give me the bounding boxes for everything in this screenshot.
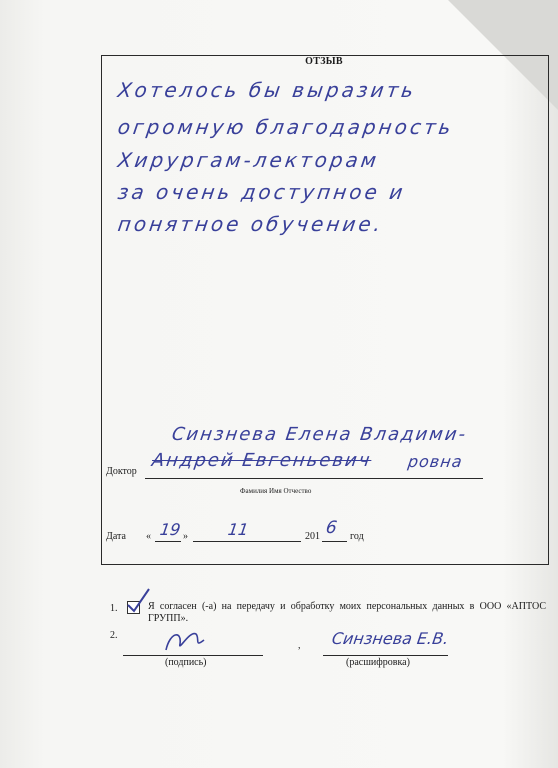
date-day-handwritten: 19 — [158, 520, 182, 539]
month-underline — [193, 541, 301, 542]
decoding-caption: (расшифровка) — [346, 657, 410, 668]
review-line-5: понятное обучение. — [116, 212, 385, 236]
form-title: ОТЗЫВ — [305, 56, 343, 67]
date-close-quote: » — [183, 531, 188, 542]
year-suffix: год — [350, 531, 364, 542]
review-line-4: за очень доступное и — [116, 180, 408, 204]
doctor-label: Доктор — [106, 466, 137, 477]
decoding-handwritten: Синзнева Е.В. — [330, 629, 450, 648]
signature-mark — [160, 626, 210, 656]
day-underline — [155, 541, 181, 542]
decoding-underline — [323, 655, 448, 656]
author-name-handwritten-cont: ровна — [406, 452, 464, 471]
doctor-value-handwritten: Андрей Евгеньевич — [150, 450, 373, 471]
signature-underline — [123, 655, 263, 656]
name-caption: Фамилия Имя Отчество — [240, 487, 312, 495]
consent-item-2-number: 2. — [110, 630, 118, 641]
doctor-underline — [145, 478, 483, 479]
consent-item-1-number: 1. — [110, 603, 118, 614]
signature-caption: (подпись) — [165, 657, 207, 668]
review-line-2: огромную благодарность — [116, 115, 456, 139]
author-name-handwritten: Синзнева Елена Владими- — [170, 424, 469, 445]
date-label: Дата — [106, 531, 126, 542]
review-line-1: Хотелось бы выразить — [116, 78, 418, 102]
comma-separator: , — [298, 640, 301, 651]
year-prefix: 201 — [305, 531, 320, 542]
review-line-3: Хирургам-лекторам — [116, 148, 381, 172]
date-month-handwritten: 11 — [226, 520, 250, 539]
year-underline — [322, 541, 347, 542]
year-digit-handwritten: 6 — [324, 518, 339, 538]
consent-text: Я согласен (-а) на передачу и обработку моих персональных данных в ООО «АПТОС ГРУПП». — [148, 601, 546, 624]
date-open-quote: « — [146, 531, 151, 542]
